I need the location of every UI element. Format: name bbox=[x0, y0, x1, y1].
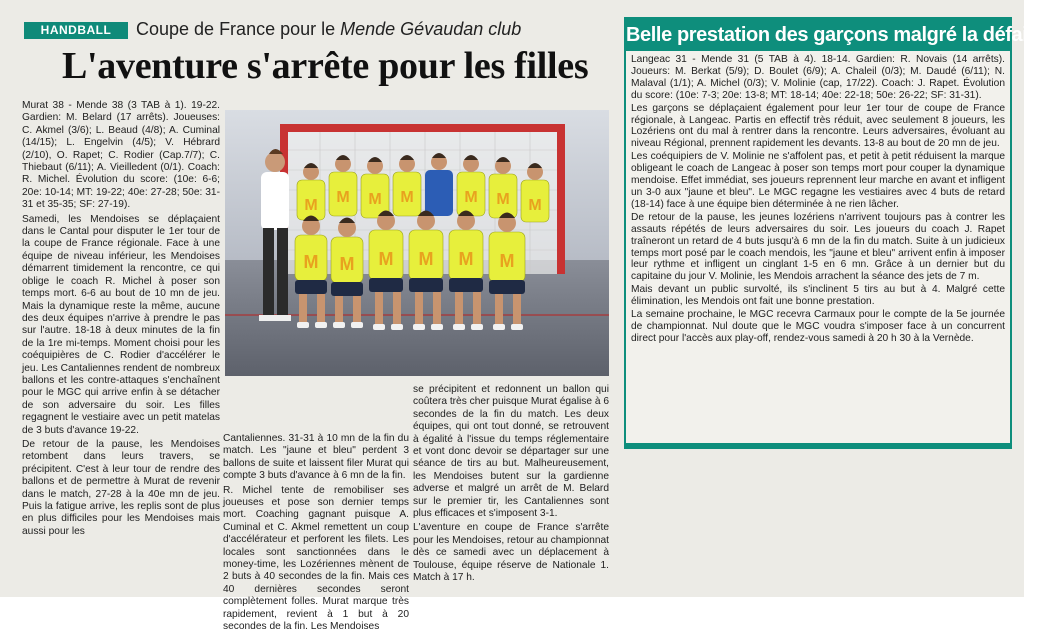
jersey-logo: M bbox=[303, 252, 319, 272]
paragraph: De retour de la pause, les Mendoises retombent dans leurs travers, se précipitent. C'est à leur tour de rendre des ballons et de permettre à Murat de revenir dans le match, 27-28 à la 40e mn de jeu. Puis la fatigue arrive, les replis sont de plus en plus difficiles pour les Mendoises mais aussi pour les bbox=[22, 438, 220, 537]
paragraph: R. Michel tente de remobiliser ses joueuses et pose son dernier temps mort. Coaching gagnant puisque A. Cuminal et C. Akmel remettent un coup d'accélérateur et perforent les filets. Les locales sont sanctionnées dans le money-time, les Lozériennes mènent de 2 buts à 40 secondes de la fin. Mais ces 40 dernières secondes seront complètement folles. Murat marque très rapidement, revient à 1 but à 20 secondes de la fin. Les Mendoises bbox=[223, 484, 409, 633]
team-photo-image bbox=[225, 110, 609, 376]
jersey-logo: M bbox=[499, 251, 515, 271]
article-column-2 bbox=[223, 433, 409, 636]
jersey-logo: M bbox=[400, 189, 414, 206]
paragraph: Samedi, les Mendoises se déplaçaient dans le Cantal pour disputer le 1er tour de la coupe de France régionale. Face à une équipe de niveau inférieur, les Mendoises démarrent timidement la rencontre, ce qui oblige le coach R. Michel à poser son temps mort. 6-6 au bout de 10 mn de jeu. Mais la dynamique reste la même, aucune des deux équipes n'arrive à prendre le pas sur l'autre. 18-18 à deux minutes de la fin de la 1re mi-temps. Moment choisi pour les coéquipières de C. Rodier d'accélérer le jeu. Les Cantaliennes rendent de nombreux ballons et les contre-attaques s'enchaînent pour le MGC qui arrive enfin à se détacher de son adversaire du soir. Les filles regagnent le vestiaire avec un petit matelas de 3 buts d'avance 19-22. bbox=[22, 213, 220, 436]
article-headline: L'aventure s'arrête pour les filles bbox=[62, 45, 589, 87]
team-photo bbox=[225, 110, 609, 376]
jersey-logo: M bbox=[496, 191, 510, 208]
jersey-logo: M bbox=[418, 249, 434, 269]
jersey-logo: M bbox=[458, 249, 474, 269]
left-article bbox=[22, 18, 620, 633]
jersey-logo: M bbox=[378, 249, 394, 269]
paragraph: Les garçons se déplaçaient également pour leur 1er tour de coupe de France régionale, à Langeac. Partis en effectif très réduit, avec seulement 8 joueurs, les Lozériens ont du mal à rentrer dans la rencontre. Leurs adversaires, évoluant au niveau Régional, prennent rapidement les devants. 13-8 au bout de 20 mn de jeu. bbox=[631, 102, 1005, 150]
kicker-text: Coupe de France pour le bbox=[136, 19, 341, 39]
paragraph: De retour de la pause, les jeunes lozériens n'arrivent toujours pas à contrer les assauts répétés de leurs adversaires du soir. Les joueurs du coach J. Rapet traîneront un retard de 4 buts jusqu'à 6 mn de la fin du match. Suite à un judicieux temps mort posé par le coach mendois, les "jaune et bleu" arrivent enfin à imposer leur rythme et infligent un cinglant 1-5 en 6 mn. Grâce à un dernier but du capitaine du jour V. Molinie, les Mendois arrachent la séance des jets de 7 m. bbox=[631, 211, 1005, 283]
paragraph: se précipitent et redonnent un ballon qui coûtera très cher puisque Murat égalise à 6 secondes de la fin du match. Les deux équipes, qui ont tout donné, se retrouvent à égalité à l'issue du temps réglementaire et vont donc devoir se départager sur une séance de tirs au but. Malheureusement, les Mendoises butent sur la gardienne adverse et malgré un arrêt de M. Belard sur le premier tir, les Cantaliennes sont plus efficaces et s'imposent 3-1. bbox=[413, 384, 609, 520]
article-column-3 bbox=[413, 384, 609, 587]
box-body bbox=[626, 51, 1010, 443]
match-summary: Murat 38 - Mende 38 (3 TAB à 1). 19-22. Gardien: M. Belard (17 arrêts). Joueuses: C. Akmel (3/6); L. Beaud (4/8); A. Cuminal (14/15); L. Engelvin (4/5); V. Hébrard (2/10), O. Rapet; C. Rodier (Cap.7/7); C. Thiebaut (6/11); A. Vieilledent (0/1). Coach: R. Michel. Évolution du score: (10e: 6-6; 20e: 10-14; MT: 19-22; 40e: 27-28; 50e: 31-31 et 35-35; SF: 27-19). bbox=[22, 100, 220, 211]
right-article-box bbox=[624, 17, 1044, 449]
jersey-logo: M bbox=[304, 197, 318, 214]
box-headline: Belle prestation des garçons malgré la défaite bbox=[626, 24, 1044, 46]
jersey-logo: M bbox=[339, 254, 355, 274]
paragraph: Cantaliennes. 31-31 à 10 mn de la fin du match. Les "jaune et bleu" perdent 3 ballons de suite et laissent filer Murat qui compte 3 buts d'avance à 6 mn de la fin. bbox=[223, 433, 409, 482]
jersey-logo: M bbox=[464, 189, 478, 206]
article-column-1 bbox=[22, 100, 220, 540]
jersey-logo: M bbox=[368, 191, 382, 208]
jersey-logo: M bbox=[528, 197, 542, 214]
jersey-logo: M bbox=[336, 189, 350, 206]
section-tag: HANDBALL bbox=[24, 22, 128, 39]
paragraph: Mais devant un public survolté, ils s'inclinent 5 tirs au but à 4. Malgré cette élimination, les Mendois ont fait une bonne prestation. bbox=[631, 284, 1005, 308]
match-summary: Langeac 31 - Mende 31 (5 TAB à 4). 18-14. Gardien: R. Novais (14 arrêts). Joueurs: M. Berkat (5/9); D. Boulet (6/9); A. Chaleil (0/3); M. Daudé (6/11); N. Malaval (1/1); A. Michel (0/3); V. Molinie (cap, 17/22). Coach: J. Rapet. Évolution du score: (10e: 7-3; 20e: 13-8; MT: 18-14; 40e: 22-18; 50e: 26-22; SF: 31-31). bbox=[631, 54, 1005, 101]
article-kicker bbox=[136, 19, 521, 40]
paragraph: L'aventure en coupe de France s'arrête pour les Mendoises, retour au championnat dès ce samedi avec un déplacement à Toulouse, équipe réserve de Nationale 1. Match à 17 h. bbox=[413, 522, 609, 584]
paragraph: Les coéquipiers de V. Molinie ne s'affolent pas, et petit à petit réduisent la marque obligeant le coach de Langeac à poser son temps mort pour couper la dynamique mendoise. Effet immédiat, ses joueurs reprennent leur marche en avant et infligent un 3-0 aux "jaune et bleu". Le MGC regagne les vestiaires avec 4 buts de retard (18-14) face à une équipe bien déterminée à ne rien lâcher. bbox=[631, 151, 1005, 210]
paragraph: La semaine prochaine, le MGC recevra Carmaux pour le compte de la 5e journée de championnat. Nul doute que le MGC voudra s'imposer face à un concurrent direct pour l'accès aux play-off, rendez-vous samedi à 20 h 30 à la Vernède. bbox=[631, 309, 1005, 344]
kicker-club: Mende Gévaudan club bbox=[340, 19, 522, 39]
